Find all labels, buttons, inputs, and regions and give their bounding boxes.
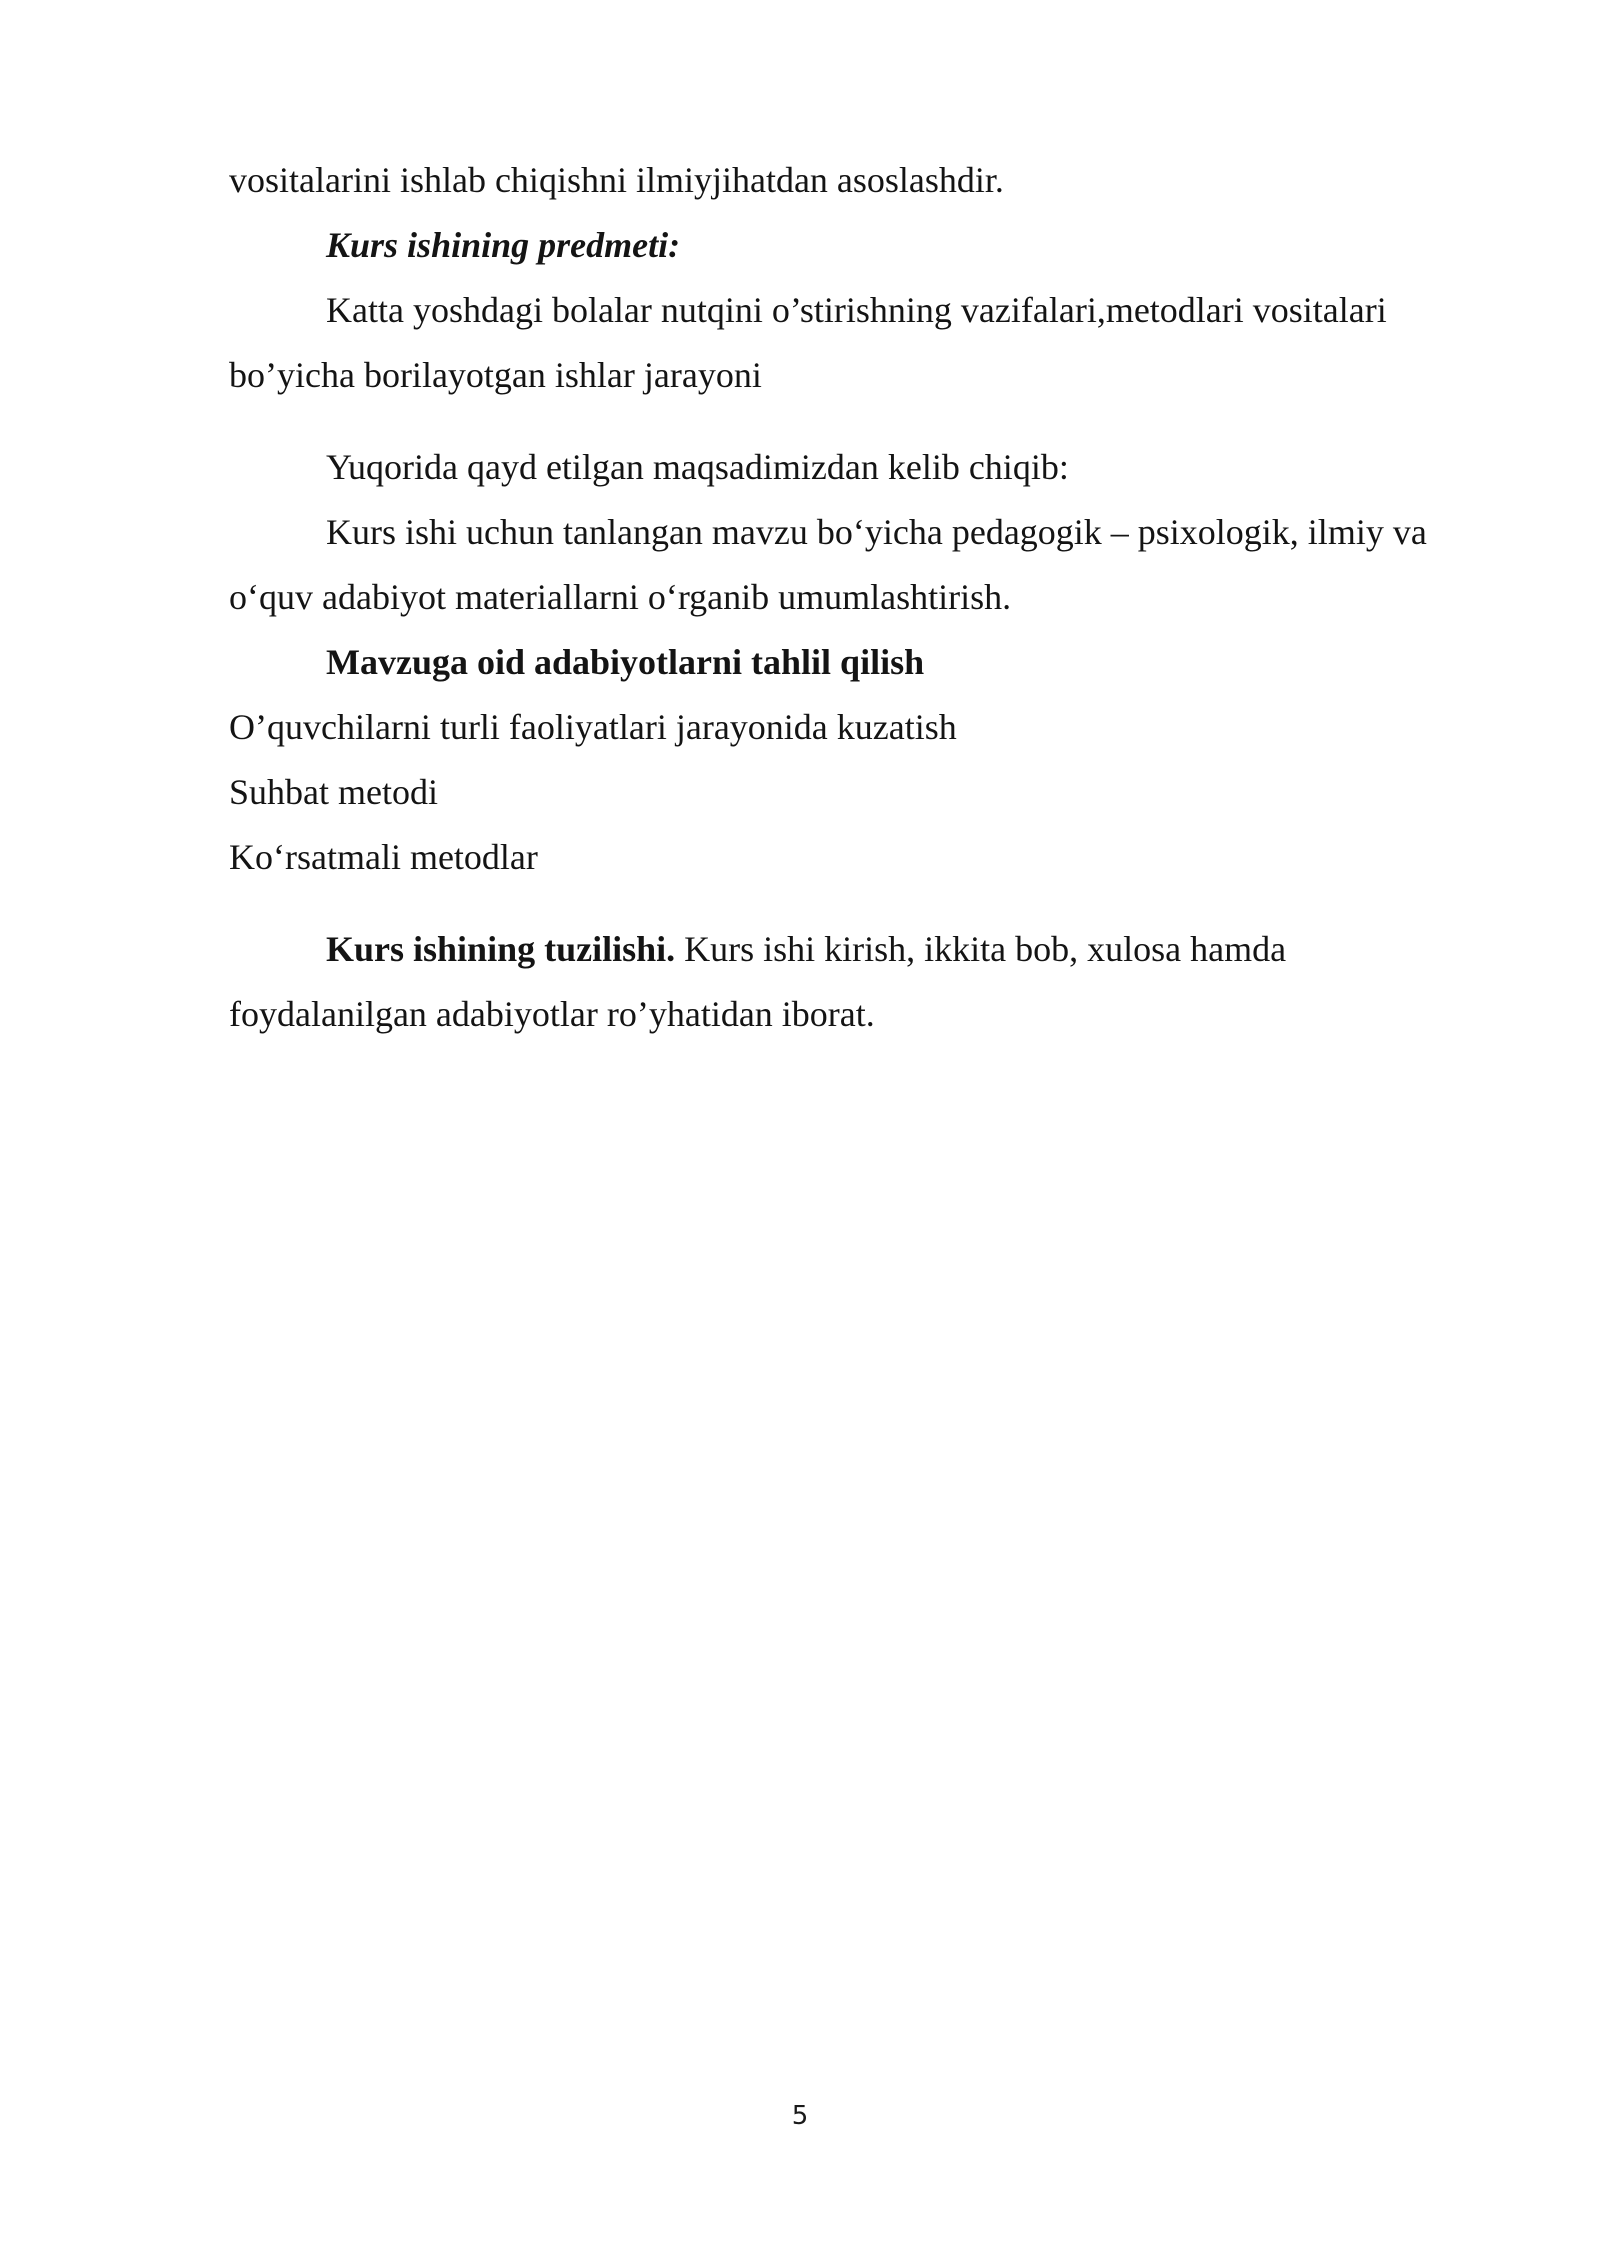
method-item-visual: Ko‘rsatmali metodlar — [229, 837, 538, 877]
method-item-conversation: Suhbat metodi — [229, 772, 438, 812]
paragraph-continuation: vositalarini ishlab chiqishni ilmiyjihatdan asoslashdir. — [229, 160, 1004, 200]
task-paragraph: Kurs ishi uchun tanlangan mavzu bo‘yicha pedagogik – psixologik, ilmiy va o‘quv adabiyot materiallarni o‘rganib umumlashtirish. — [229, 512, 1427, 617]
methods-heading: Mavzuga oid adabiyotlarni tahlil qilish — [326, 642, 925, 682]
page-number: 5 — [791, 2101, 809, 2131]
page-content — [229, 148, 1479, 1047]
subject-heading: Kurs ishining predmeti: — [326, 225, 681, 265]
goal-intro-paragraph: Yuqorida qayd etilgan maqsadimizdan kelib chiqib: — [326, 447, 1069, 487]
subject-paragraph: Katta yoshdagi bolalar nutqini o’stirishning vazifalari,metodlari vositalari bo’yicha borilayotgan ishlar jarayoni — [229, 290, 1387, 395]
structure-paragraph — [229, 917, 1479, 1047]
structure-heading: Kurs ishining tuzilishi. — [326, 929, 676, 969]
structure-text: Kurs ishi kirish, ikkita bob, xulosa hamda foydalanilgan adabiyotlar ro’yhatidan iborat. — [229, 929, 1287, 1034]
method-item-observation: O’quvchilarni turli faoliyatlari jarayonida kuzatish — [229, 707, 957, 747]
